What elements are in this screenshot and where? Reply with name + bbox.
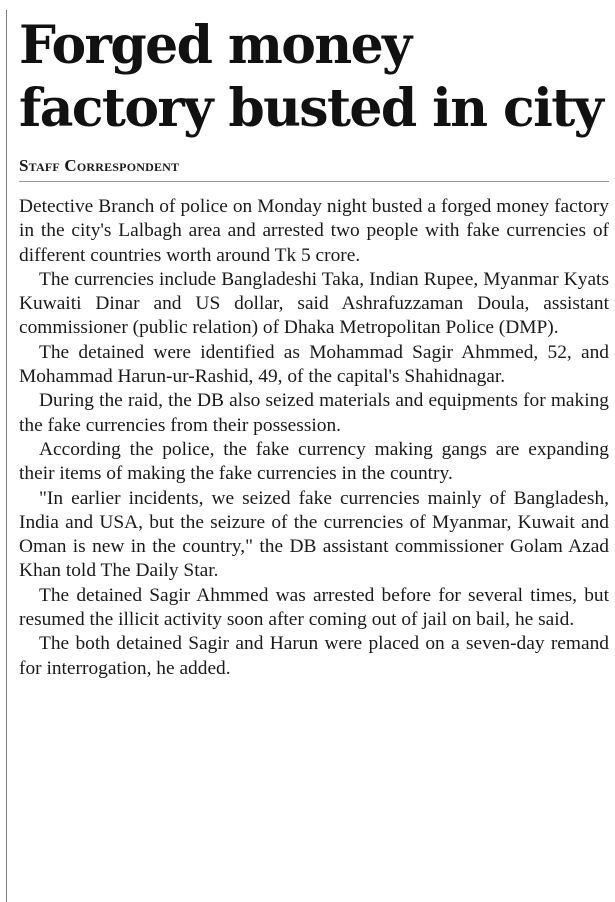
article-paragraph: During the raid, the DB also seized materials and equipments for making the fake currencies from their possession. — [19, 390, 609, 436]
column-rule — [6, 10, 7, 902]
article-byline: Staff Correspondent — [19, 156, 180, 175]
article-paragraph: "In earlier incidents, we seized fake currencies mainly of Bangladesh, India and USA, but the seizure of the currencies of Myanmar, Kuwait and Oman is new in the country," the DB assistant commissioner Golam Azad Khan told The Daily Star. — [19, 487, 609, 582]
article-headline: Forged money factory busted in city — [19, 15, 603, 139]
article-paragraph: According the police, the fake currency making gangs are expanding their items of making the fake currencies in the country. — [19, 438, 609, 485]
byline-divider — [19, 181, 609, 182]
article-body — [19, 195, 609, 681]
article-paragraph: The detained were identified as Mohammad Sagir Ahmmed, 52, and Mohammad Harun-ur-Rashid, 49, of the capital's Shahidnagar. — [19, 341, 609, 388]
article-paragraph: Detective Branch of police on Monday night busted a forged money factory in the city's Lalbagh area and arrested two people with fake currencies of different countries worth around Tk 5 crore. — [19, 196, 609, 266]
article-paragraph: The both detained Sagir and Harun were placed on a seven-day remand for interrogation, he added. — [19, 633, 609, 679]
article-paragraph: The detained Sagir Ahmmed was arrested before for several times, but resumed the illicit activity soon after coming out of jail on bail, he said. — [19, 584, 609, 631]
article-paragraph: The currencies include Bangladeshi Taka, Indian Rupee, Myanmar Kyats Kuwaiti Dinar and US dollar, said Ashrafuzzaman Doula, assistant commissioner (public relation) of Dhaka Metropolitan Police (DMP). — [19, 268, 609, 339]
